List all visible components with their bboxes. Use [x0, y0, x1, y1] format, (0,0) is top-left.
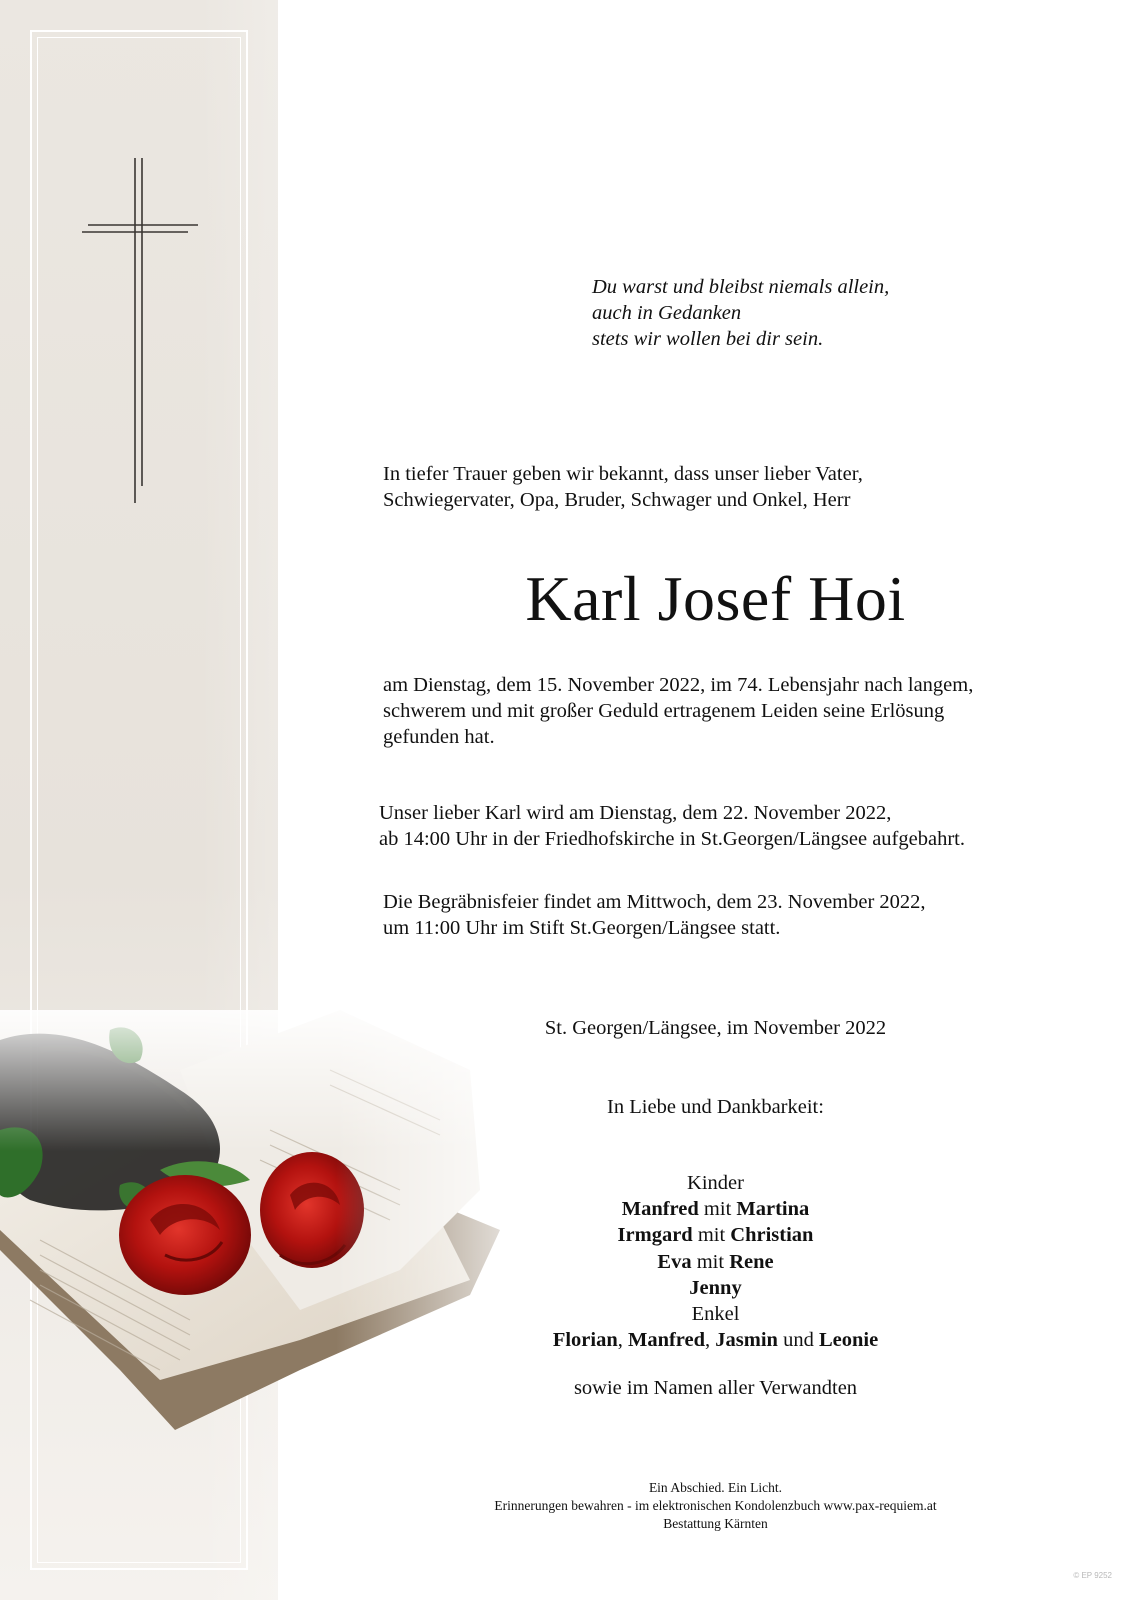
mourner-name: Rene — [729, 1250, 774, 1273]
mourner-name: Leonie — [818, 1329, 879, 1352]
mourner-separator: und — [777, 1329, 819, 1352]
footer-condolence-link: Erinnerungen bewahren - im elektronischen Kondolenzbuch www.pax-requiem.at — [494, 1498, 937, 1513]
mourner-name: Jenny — [689, 1276, 742, 1299]
footer — [383, 1479, 1048, 1533]
death-notice — [383, 672, 973, 750]
footer-tagline: Ein Abschied. Ein Licht. — [648, 1480, 783, 1495]
grandchildren-list — [383, 1327, 1048, 1353]
children-heading: Kinder — [687, 1172, 744, 1194]
mourner-connector: mit — [691, 1250, 730, 1273]
place-and-date: St. Georgen/Längsee, im November 2022 — [544, 1017, 887, 1039]
mourner-name: Irmgard — [617, 1224, 693, 1247]
intro-line: In tiefer Trauer geben wir bekannt, dass unser lieber Vater, — [383, 463, 863, 485]
mourner-connector: mit — [698, 1198, 737, 1221]
mourner-separator: , — [705, 1329, 716, 1352]
gratitude-line: In Liebe und Dankbarkeit: — [607, 1096, 824, 1118]
announcement-intro — [383, 461, 863, 513]
mourner-name: Manfred — [627, 1329, 706, 1352]
death-line: schwerem und mit großer Geduld ertragenem Leiden seine Erlösung — [383, 700, 945, 722]
wake-line: ab 14:00 Uhr in der Friedhofskirche in St.Georgen/Längsee aufgebahrt. — [379, 828, 965, 850]
template-code: © EP 9252 — [1073, 1571, 1112, 1580]
mourner-couple — [383, 1249, 1048, 1275]
funeral-line: Die Begräbnisfeier findet am Mittwoch, dem 23. November 2022, — [383, 891, 926, 913]
mourner-couple — [383, 1196, 1048, 1222]
mourners-list — [383, 1170, 1048, 1353]
mourner-couple — [383, 1222, 1048, 1248]
deceased-name: Karl Josef Hoi — [525, 563, 906, 634]
quote-line: Du warst und bleibst niemals allein, — [592, 276, 890, 298]
quote-line: stets wir wollen bei dir sein. — [592, 328, 824, 350]
intro-line: Schwiegervater, Opa, Bruder, Schwager und Onkel, Herr — [383, 489, 851, 511]
memorial-quote — [592, 274, 889, 352]
footer-undertaker: Bestattung Kärnten — [663, 1516, 768, 1531]
wake-notice — [379, 800, 965, 852]
mourner-name: Martina — [736, 1198, 810, 1221]
death-line: gefunden hat. — [383, 726, 495, 748]
death-line: am Dienstag, dem 15. November 2022, im 74. Lebensjahr nach langem, — [383, 674, 974, 696]
quote-line: auch in Gedanken — [592, 302, 742, 324]
mourner-name: Florian — [552, 1329, 618, 1352]
grandchildren-heading: Enkel — [691, 1303, 740, 1326]
mourner-name: Manfred — [621, 1198, 699, 1221]
mourner-name: Christian — [730, 1224, 814, 1247]
wake-line: Unser lieber Karl wird am Dienstag, dem 22. November 2022, — [379, 802, 892, 824]
funeral-notice — [383, 889, 926, 941]
mourner-connector: mit — [692, 1224, 731, 1247]
mourner-name: Jasmin — [715, 1329, 778, 1352]
mourner-single — [383, 1275, 1048, 1301]
cross-icon — [80, 158, 202, 503]
funeral-line: um 11:00 Uhr im Stift St.Georgen/Längsee statt. — [383, 917, 781, 939]
relatives-line: sowie im Namen aller Verwandten — [573, 1377, 858, 1399]
mourner-separator: , — [617, 1329, 628, 1352]
mourner-name: Eva — [657, 1250, 692, 1273]
